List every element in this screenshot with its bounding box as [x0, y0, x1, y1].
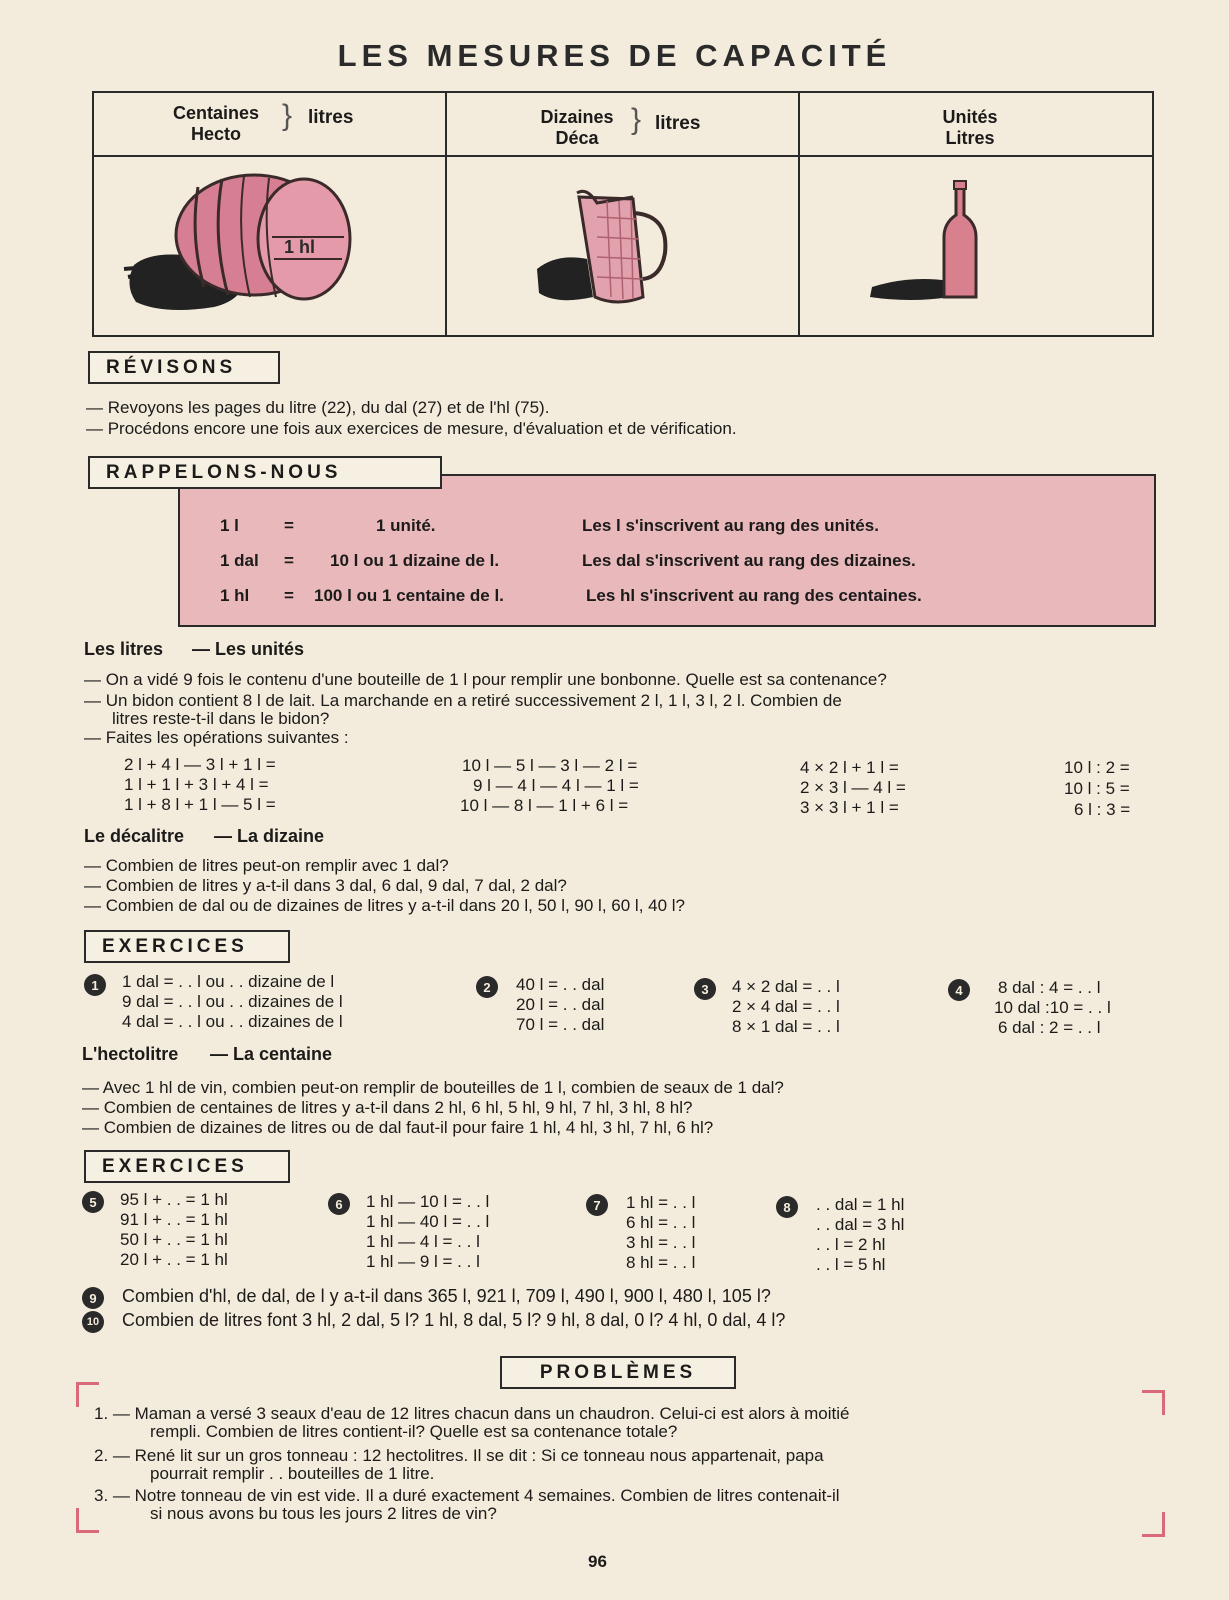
- brace-icon: }: [631, 103, 642, 136]
- revisons-line-1: — Revoyons les pages du litre (22), du dal (27) et de l'hl (75).: [86, 398, 550, 417]
- unites-line2: Litres: [945, 128, 995, 148]
- exercise-line: 91 l + . . = 1 hl: [120, 1210, 228, 1229]
- exercise-line: 4 dal = . . l ou . . dizaines de l: [122, 1012, 343, 1031]
- bottle-cell: [800, 157, 1152, 335]
- litres-heading-b: — Les unités: [192, 639, 305, 659]
- decalitre-line-2: — Combien de litres y a-t-il dans 3 dal, 6 dal, 9 dal, 7 dal, 2 dal?: [84, 876, 567, 895]
- exercise-line: 1 hl — 10 l = . . l: [366, 1192, 490, 1211]
- exercise-line: 20 l = . . dal: [516, 995, 605, 1014]
- revisons-header: RÉVISONS: [88, 351, 280, 384]
- op: 4 × 2 l + 1 l =: [800, 758, 899, 777]
- op: 3 × 3 l + 1 l =: [800, 798, 899, 817]
- rule-a: 1 hl: [220, 586, 250, 605]
- exercise-line: 3 hl = . . l: [626, 1233, 696, 1252]
- corner-mark: [76, 1508, 99, 1533]
- op: 2 × 3 l — 4 l =: [800, 778, 906, 797]
- litres-line-1: — On a vidé 9 fois le contenu d'une bouteille de 1 l pour remplir une bonbonne. Quelle est sa contenance?: [84, 670, 887, 689]
- header-hecto: [94, 93, 447, 157]
- exercise-line: 6 dal : 2 = . . l: [998, 1018, 1101, 1037]
- exercise-number: 4: [948, 979, 970, 1001]
- exercise-line: 9 dal = . . l ou . . dizaines de l: [122, 992, 343, 1011]
- problemes-header: PROBLÈMES: [500, 1356, 736, 1389]
- exercise-number: 1: [84, 974, 106, 996]
- header-unites: [800, 93, 1152, 157]
- decalitre-heading-b: — La dizaine: [214, 826, 325, 846]
- rule-a: 1 l: [220, 516, 239, 535]
- hectolitre-heading-a: L'hectolitre: [82, 1044, 179, 1064]
- exercise-line: 50 l + . . = 1 hl: [120, 1230, 228, 1249]
- rule-eq: =: [284, 516, 294, 535]
- exercise-line: 10 dal :10 = . . l: [994, 998, 1111, 1017]
- probleme-line-3: 2. — René lit sur un gros tonneau : 12 hectolitres. Il se dit : Si ce tonneau nous appartenait, papa: [94, 1446, 824, 1465]
- page-title: LES MESURES DE CAPACITÉ: [337, 38, 892, 73]
- decalitre-heading-a: Le décalitre: [84, 826, 185, 846]
- op: 10 l — 5 l — 3 l — 2 l =: [462, 756, 638, 775]
- exercise-line: 2 × 4 dal = . . l: [732, 997, 840, 1016]
- rule-c: Les hl s'inscrivent au rang des centaines.: [586, 586, 922, 605]
- exercise-line: 4 × 2 dal = . . l: [732, 977, 840, 996]
- litres-line-3: litres reste-t-il dans le bidon?: [112, 709, 330, 728]
- hectolitre-line-2: — Combien de centaines de litres y a-t-il dans 2 hl, 6 hl, 5 hl, 9 hl, 7 hl, 3 hl, 8 hl?: [82, 1098, 693, 1117]
- exercise-line: 20 l + . . = 1 hl: [120, 1250, 228, 1269]
- probleme-line-5: 3. — Notre tonneau de vin est vide. Il a duré exactement 4 semaines. Combien de litres contenait-il: [94, 1486, 840, 1505]
- exercise-number: 3: [694, 978, 716, 1000]
- jug-icon: [447, 157, 798, 329]
- probleme-line-2: rempli. Combien de litres contient-il? Quelle est sa contenance totale?: [150, 1422, 678, 1441]
- exercices-header-2: EXERCICES: [84, 1150, 290, 1183]
- rappelons-header: RAPPELONS-NOUS: [88, 456, 442, 489]
- op: 2 l + 4 l — 3 l + 1 l =: [124, 755, 276, 774]
- op: 6 l : 3 =: [1074, 800, 1131, 819]
- litres-line-4: — Faites les opérations suivantes :: [84, 728, 349, 747]
- rule-b: 100 l ou 1 centaine de l.: [314, 586, 504, 605]
- exercise-line: . . dal = 3 hl: [816, 1215, 905, 1234]
- exercise-line: 40 l = . . dal: [516, 975, 605, 994]
- barrel-cell: [94, 157, 447, 335]
- exercise-line: 1 dal = . . l ou . . dizaine de l: [122, 972, 335, 991]
- exercise-line: 1 hl — 9 l = . . l: [366, 1252, 480, 1271]
- exercise-line: Combien de litres font 3 hl, 2 dal, 5 l? 1 hl, 8 dal, 5 l? 9 hl, 8 dal, 0 l? 4 hl, 0 dal, 4 l?: [122, 1310, 786, 1330]
- exercise-number: 2: [476, 976, 498, 998]
- header-deca: [447, 93, 800, 157]
- unites-line1: Unités: [942, 107, 998, 127]
- measure-table: [92, 91, 1154, 337]
- exercise-line: 1 hl — 40 l = . . l: [366, 1212, 490, 1231]
- rule-a: 1 dal: [220, 551, 259, 570]
- barrel-label: 1 hl: [284, 237, 316, 257]
- deca-line2: Déca: [555, 128, 599, 148]
- exercise-number: 6: [328, 1193, 350, 1215]
- exercise-line: 8 hl = . . l: [626, 1253, 696, 1272]
- decalitre-line-1: — Combien de litres peut-on remplir avec 1 dal?: [84, 856, 449, 875]
- exercise-line: 1 hl = . . l: [626, 1193, 696, 1212]
- exercise-line: 1 hl — 4 l = . . l: [366, 1232, 480, 1251]
- deca-line1: Dizaines: [540, 107, 614, 127]
- probleme-line-1: 1. — Maman a versé 3 seaux d'eau de 12 litres chacun dans un chaudron. Celui-ci est alors à moitié: [94, 1404, 850, 1423]
- probleme-line-6: si nous avons bu tous les jours 2 litres de vin?: [150, 1504, 497, 1523]
- rule-b: 10 l ou 1 dizaine de l.: [330, 551, 500, 570]
- op: 9 l — 4 l — 4 l — 1 l =: [473, 776, 639, 795]
- revisons-line-2: — Procédons encore une fois aux exercices de mesure, d'évaluation et de vérification.: [86, 419, 737, 438]
- rule-eq: =: [284, 551, 294, 570]
- exercices-header-1: EXERCICES: [84, 930, 290, 963]
- exercise-number: 8: [776, 1196, 798, 1218]
- probleme-line-4: pourrait remplir . . bouteilles de 1 litre.: [150, 1464, 435, 1483]
- exercise-line: Combien d'hl, de dal, de l y a-t-il dans 365 l, 921 l, 709 l, 490 l, 900 l, 480 l, 105 l?: [122, 1286, 771, 1306]
- jug-cell: [447, 157, 800, 335]
- exercise-number: 5: [82, 1191, 104, 1213]
- exercise-line: . . l = 5 hl: [816, 1255, 886, 1274]
- barrel-icon: [94, 157, 445, 329]
- decalitre-line-3: — Combien de dal ou de dizaines de litres y a-t-il dans 20 l, 50 l, 90 l, 60 l, 40 l?: [84, 896, 686, 915]
- hecto-line1: Centaines: [172, 103, 260, 123]
- rule-c: Les l s'inscrivent au rang des unités.: [582, 516, 879, 535]
- op: 10 l — 8 l — 1 l + 6 l =: [460, 796, 629, 815]
- exercise-line: 8 dal : 4 = . . l: [998, 978, 1101, 997]
- hecto-line2: Hecto: [190, 124, 241, 144]
- hectolitre-heading-b: — La centaine: [210, 1044, 333, 1064]
- corner-mark: [1142, 1390, 1165, 1415]
- litres-heading-a: Les litres: [84, 639, 164, 659]
- exercise-line: . . dal = 1 hl: [816, 1195, 905, 1214]
- hectolitre-line-1: — Avec 1 hl de vin, combien peut-on remplir de bouteilles de 1 l, combien de seaux de 1 dal?: [82, 1078, 784, 1097]
- hecto-unit: litres: [308, 107, 354, 128]
- exercise-line: 8 × 1 dal = . . l: [732, 1017, 840, 1036]
- corner-mark: [1142, 1512, 1165, 1537]
- rule-c: Les dal s'inscrivent au rang des dizaines.: [582, 551, 916, 570]
- exercise-number: 10: [82, 1311, 104, 1333]
- exercise-number: 7: [586, 1194, 608, 1216]
- exercise-line: 70 l = . . dal: [516, 1015, 605, 1034]
- litres-line-2: — Un bidon contient 8 l de lait. La marchande en a retiré successivement 2 l, 1 l, 3 l, 2 l. Combien de: [84, 691, 842, 710]
- brace-icon: }: [282, 99, 293, 132]
- exercise-number: 9: [82, 1287, 104, 1309]
- op: 10 l : 5 =: [1064, 779, 1130, 798]
- op: 10 l : 2 =: [1064, 758, 1130, 777]
- op: 1 l + 1 l + 3 l + 4 l =: [124, 775, 269, 794]
- page-number: 96: [588, 1552, 607, 1571]
- rule-eq: =: [284, 586, 294, 605]
- hectolitre-line-3: — Combien de dizaines de litres ou de dal faut-il pour faire 1 hl, 4 hl, 3 hl, 7 hl, 6 hl?: [82, 1118, 714, 1137]
- exercise-line: 95 l + . . = 1 hl: [120, 1190, 228, 1209]
- rule-b: 1 unité.: [376, 516, 436, 535]
- deca-unit: litres: [655, 113, 701, 134]
- exercise-line: 6 hl = . . l: [626, 1213, 696, 1232]
- bottle-icon: [800, 157, 1151, 329]
- op: 1 l + 8 l + 1 l — 5 l =: [124, 795, 276, 814]
- exercise-line: . . l = 2 hl: [816, 1235, 886, 1254]
